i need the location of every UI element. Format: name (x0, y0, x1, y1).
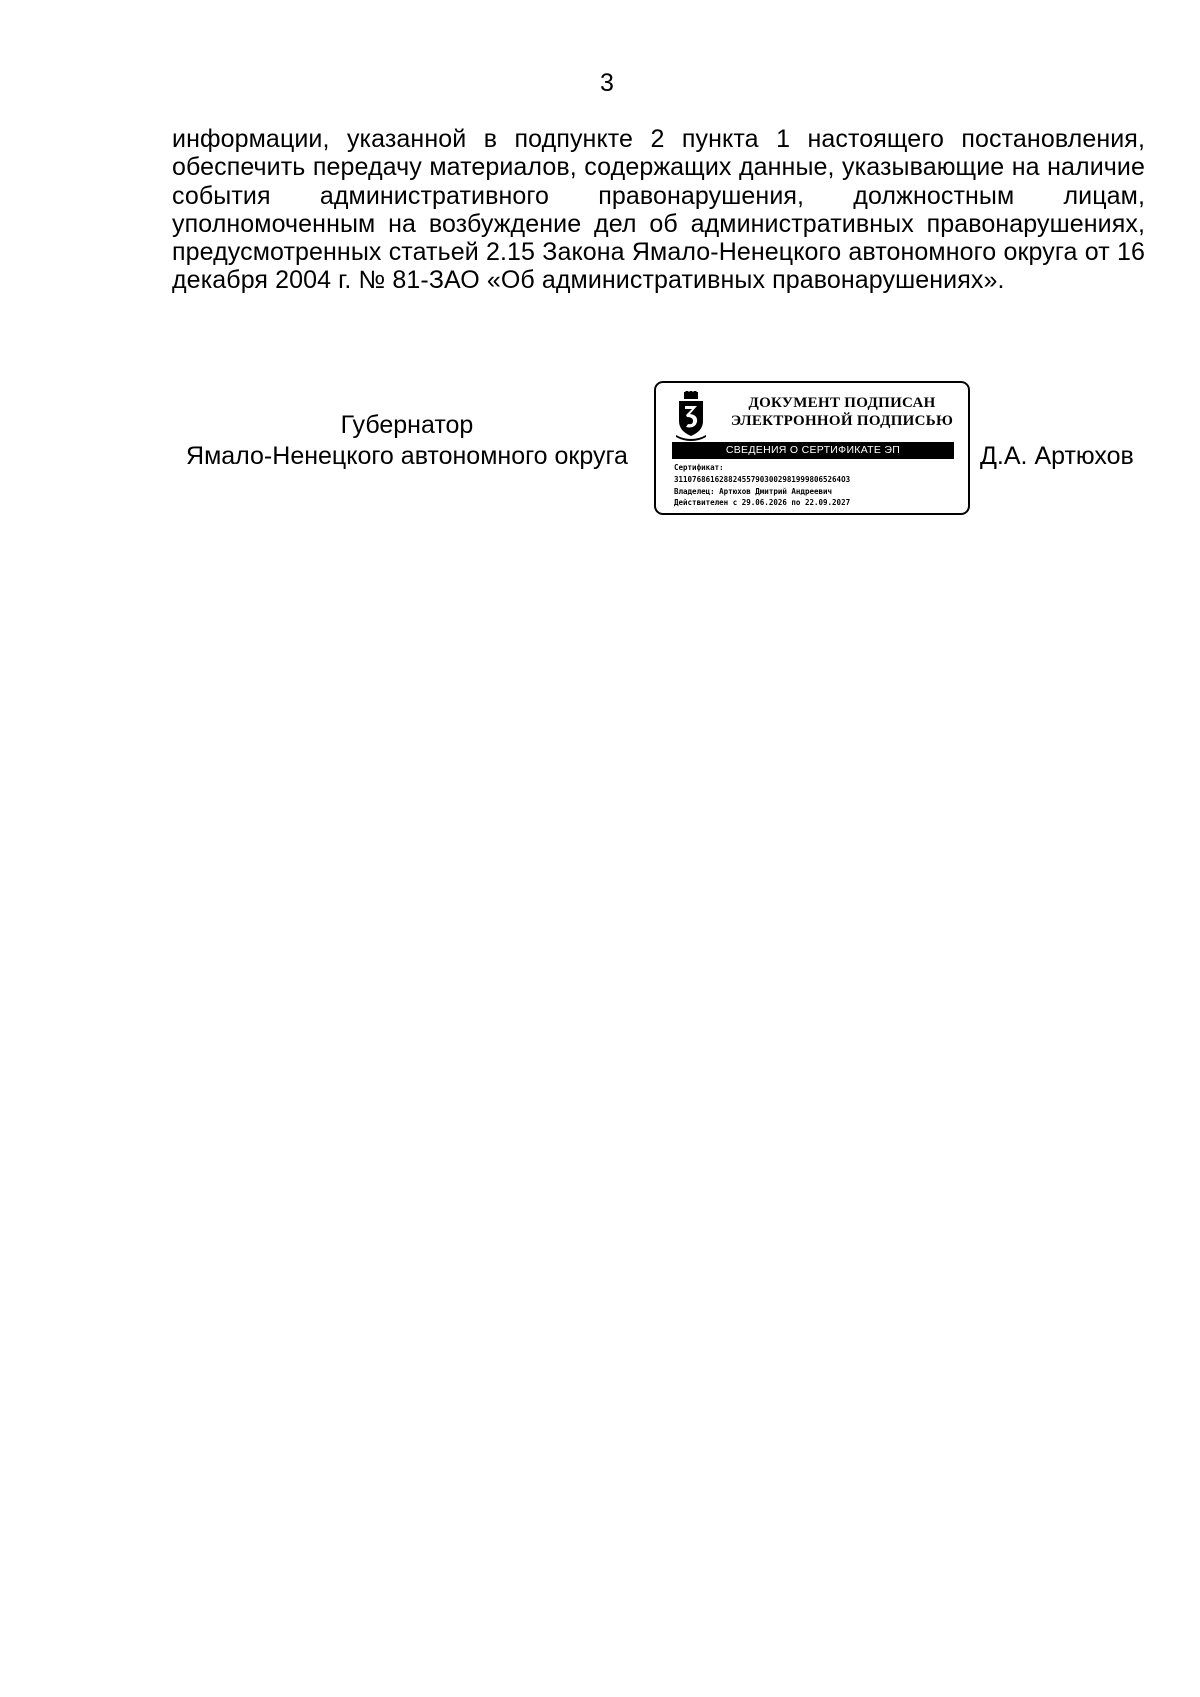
signatory-position (172, 410, 642, 472)
stamp-title-line1: ДОКУМЕНТ ПОДПИСАН (748, 395, 936, 411)
electronic-signature-stamp (654, 381, 970, 515)
certificate-details (674, 462, 964, 509)
certificate-info-header: СВЕДЕНИЯ О СЕРТИФИКАТЕ ЭП (672, 442, 954, 459)
certificate-owner: Владелец: Артюхов Дмитрий Андреевич (674, 486, 833, 496)
signer-name: Д.А. Артюхов (980, 442, 1134, 470)
certificate-number: 3110768616288245579030029819998065264O3 (674, 474, 851, 484)
yamal-coat-of-arms-icon (674, 391, 708, 441)
signatory-position-line2: Ямало-Ненецкого автономного округа (186, 442, 628, 470)
certificate-label: Сертификат: (674, 463, 724, 472)
page-number: 3 (600, 69, 614, 97)
signatory-position-line1: Губернатор (340, 411, 474, 439)
certificate-validity: Действителен с 29.06.2026 по 22.09.2027 (674, 498, 851, 508)
stamp-title-line2: ЭЛЕКТРОННОЙ ПОДПИСЬЮ (730, 413, 954, 429)
body-paragraph: информации, указанной в подпункте 2 пункта 1 настоящего постановления, обеспечить передачу материалов, содержащих данные, указывающие на наличие события административного правонарушения, должностным лицам, уполномоченным на возбуждение дел об административных правонарушениях, предусмотренных статьей 2.15 Закона Ямало-Ненецкого автономного округа от 16 декабря 2004 г. № 81-ЗАО «Об административных правонарушениях». (172, 125, 1145, 295)
stamp-title (722, 394, 962, 430)
